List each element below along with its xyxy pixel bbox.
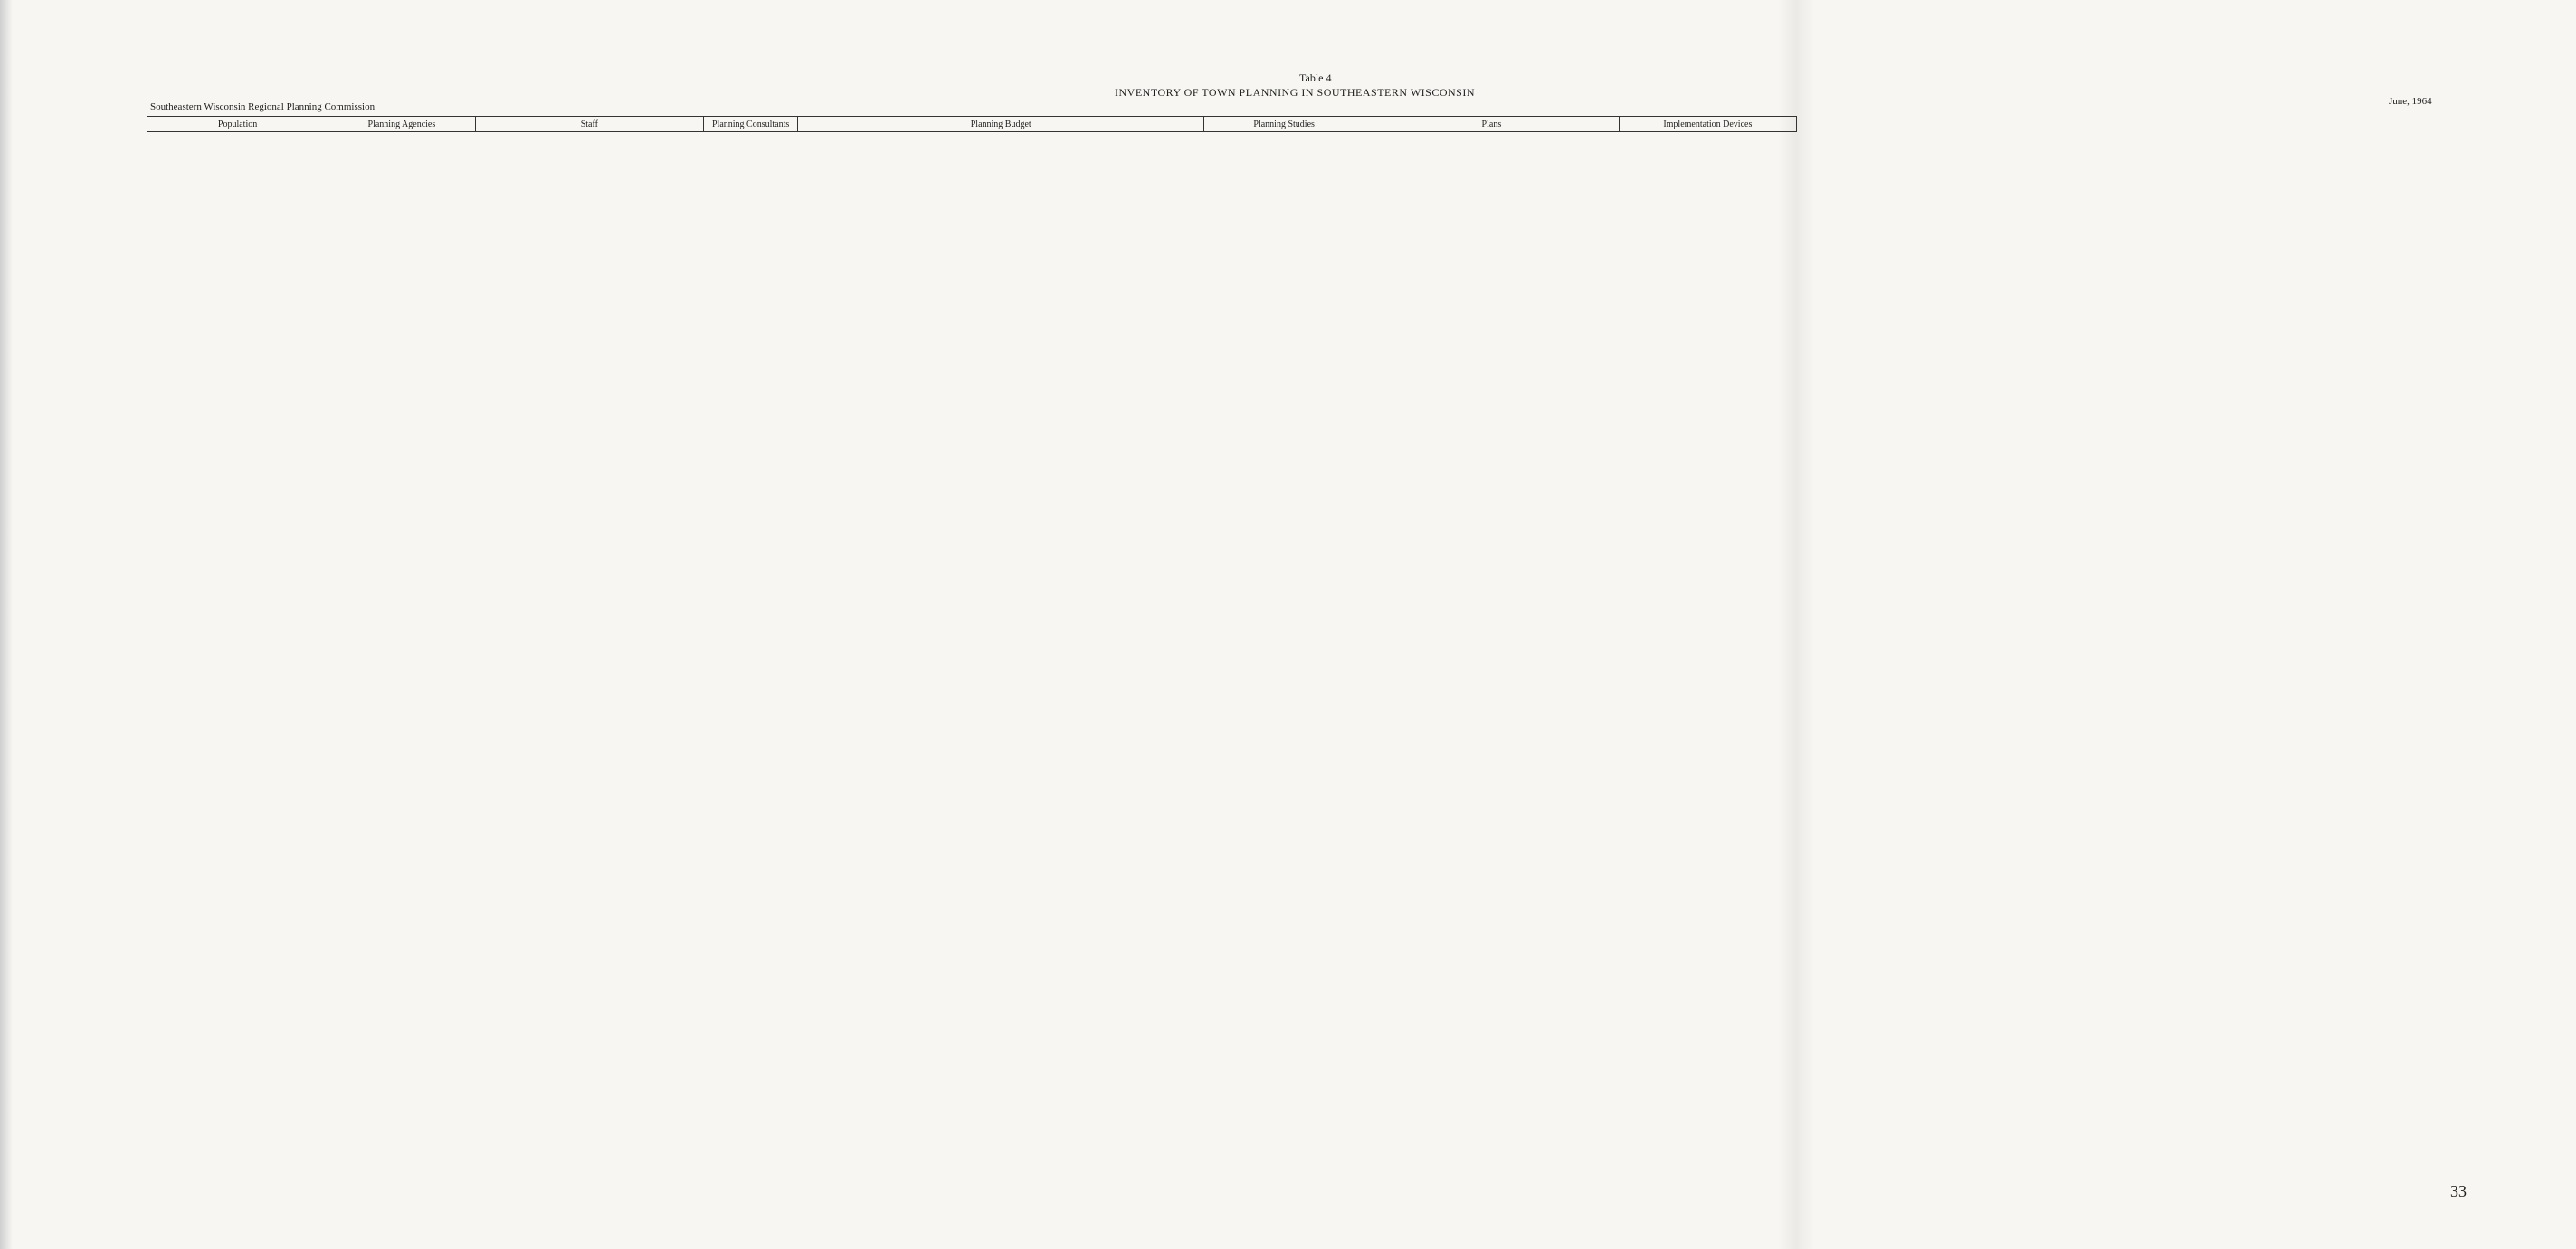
group-header-population: Population <box>147 117 328 132</box>
page-fold-shadow <box>1778 0 1814 1249</box>
group-header-implementation-devices: Implementation Devices <box>1619 117 1797 132</box>
group-header-planning-studies: Planning Studies <box>1204 117 1364 132</box>
group-header-planning-agencies: Planning Agencies <box>328 117 476 132</box>
group-header-plans: Plans <box>1364 117 1619 132</box>
page-number: 33 <box>2450 1182 2467 1200</box>
table-date: June, 1964 <box>2389 96 2432 107</box>
table-number: Table 4 <box>1299 72 1332 84</box>
page-title: INVENTORY OF TOWN PLANNING IN SOUTHEASTERN WISCONSIN <box>1115 86 1476 99</box>
group-header-planning-consultants: Planning Consultants <box>704 117 798 132</box>
agency-name: Southeastern Wisconsin Regional Planning Commission <box>150 101 375 112</box>
group-header-row <box>147 117 2458 132</box>
group-header-planning-budget: Planning Budget <box>798 117 1204 132</box>
inventory-table <box>147 116 2457 132</box>
page-spine-shadow <box>0 0 13 1249</box>
group-header-staff: Staff <box>475 117 703 132</box>
